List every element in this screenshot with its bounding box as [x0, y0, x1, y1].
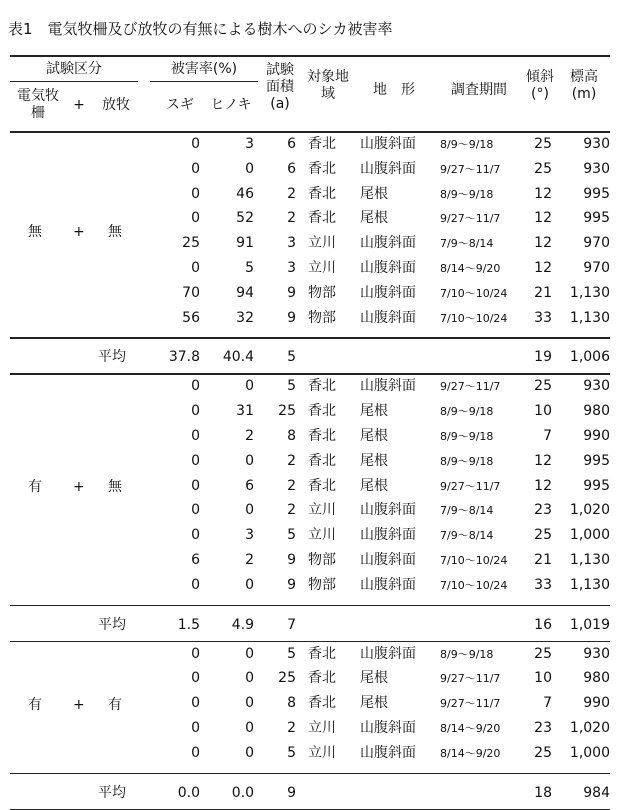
cell-area: 9: [287, 284, 296, 301]
cell-sugi: 0: [191, 744, 200, 761]
cell-elevation: 930: [583, 136, 610, 152]
cell-period: 7/9〜8/14: [440, 504, 494, 518]
cell-elevation: 970: [583, 260, 610, 276]
cell-sugi: 0: [191, 378, 200, 395]
cell-region: 香北: [308, 452, 336, 469]
cell-hinoki: 0: [245, 160, 254, 177]
cell-slope: 12: [534, 452, 552, 469]
cell-region: 立川: [308, 502, 336, 519]
cell-region: 立川: [308, 744, 336, 761]
header-test-category: 試験区分: [46, 61, 102, 77]
cell-slope: 33: [534, 309, 552, 326]
cell-period: 8/9〜9/18: [440, 138, 494, 151]
avg-slope: 18: [534, 784, 552, 801]
cell-terrain: 山腹斜面: [360, 309, 416, 326]
cell-area: 2: [287, 720, 296, 736]
cell-elevation: 930: [583, 160, 610, 177]
cell-area: 2: [287, 477, 296, 494]
group-grazing-label: 無: [108, 479, 122, 495]
avg-elevation: 984: [583, 784, 610, 801]
cell-period: 7/10〜10/24: [440, 554, 508, 567]
cell-region: 立川: [308, 527, 336, 544]
cell-elevation: 1,130: [569, 309, 610, 326]
cell-hinoki: 0: [245, 720, 254, 736]
average-label: 平均: [98, 616, 126, 633]
cell-slope: 21: [534, 552, 552, 568]
cell-region: 立川: [308, 720, 336, 736]
cell-hinoki: 52: [236, 210, 254, 227]
cell-terrain: 尾根: [360, 670, 388, 687]
header-grazing: 放牧: [102, 97, 130, 113]
cell-terrain: 尾根: [360, 185, 388, 202]
group-fence-label: 有: [28, 696, 42, 713]
cell-area: 9: [287, 576, 296, 593]
cell-area: 3: [287, 260, 296, 276]
cell-period: 7/9〜8/14: [440, 529, 494, 543]
cell-period: 8/9〜9/18: [440, 454, 494, 468]
cell-elevation: 995: [583, 452, 610, 469]
cell-region: 物部: [308, 552, 336, 568]
cell-hinoki: 2: [245, 428, 254, 444]
cell-hinoki: 0: [245, 502, 254, 519]
avg-slope: 16: [534, 616, 552, 633]
cell-hinoki: 0: [245, 452, 254, 469]
cell-hinoki: 6: [245, 477, 254, 494]
avg-slope: 19: [534, 349, 552, 366]
cell-elevation: 995: [583, 210, 610, 227]
cell-sugi: 0: [191, 160, 200, 177]
avg-sugi: 1.5: [177, 616, 200, 633]
cell-region: 香北: [308, 428, 336, 444]
group-grazing-label: 有: [108, 696, 122, 713]
cell-sugi: 0: [191, 136, 200, 152]
cell-period: 9/27〜11/7: [440, 479, 501, 493]
group-plus-label: +: [73, 224, 85, 241]
cell-period: 8/9〜9/18: [440, 430, 494, 443]
cell-elevation: 1,020: [569, 502, 610, 519]
category-underline: [10, 81, 138, 82]
cell-area: 9: [287, 309, 296, 326]
cell-terrain: 尾根: [360, 477, 388, 494]
cell-elevation: 1,000: [569, 527, 610, 544]
cell-period: 8/14〜9/20: [440, 746, 501, 760]
cell-elevation: 1,000: [569, 744, 610, 761]
cell-period: 7/9〜8/14: [440, 237, 494, 251]
cell-area: 8: [287, 695, 296, 712]
cell-period: 8/9〜9/18: [440, 647, 494, 661]
header-bottom-rule: [10, 131, 610, 133]
cell-slope: 7: [543, 695, 552, 712]
cell-region: 立川: [308, 260, 336, 276]
cell-slope: 23: [534, 720, 552, 736]
cell-elevation: 995: [583, 185, 610, 202]
cell-hinoki: 0: [245, 378, 254, 395]
cell-area: 5: [287, 378, 296, 395]
cell-hinoki: 0: [245, 670, 254, 687]
cell-hinoki: 0: [245, 695, 254, 712]
group-separator-rule: [10, 337, 610, 339]
cell-sugi: 25: [182, 235, 200, 252]
top-rule: [10, 55, 610, 57]
average-bottom-rule: [10, 373, 610, 375]
cell-sugi: 0: [191, 720, 200, 736]
cell-area: 2: [287, 185, 296, 202]
cell-area: 5: [287, 527, 296, 544]
group-separator-rule: [10, 773, 610, 775]
cell-area: 8: [287, 428, 296, 444]
cell-region: 香北: [308, 695, 336, 712]
avg-sugi: 37.8: [168, 349, 200, 366]
table-caption: 表1 電気牧柵及び放牧の有無による樹木へのシカ被害率: [8, 20, 393, 38]
cell-elevation: 990: [583, 428, 610, 444]
cell-terrain: 山腹斜面: [360, 136, 416, 152]
cell-slope: 12: [534, 477, 552, 494]
cell-area: 2: [287, 452, 296, 469]
cell-hinoki: 2: [245, 552, 254, 568]
cell-period: 9/27〜11/7: [440, 212, 501, 226]
cell-region: 立川: [308, 235, 336, 252]
cell-region: 香北: [308, 477, 336, 494]
cell-hinoki: 31: [236, 403, 254, 420]
cell-sugi: 0: [191, 260, 200, 276]
header-electric-fence: 電気牧 柵: [17, 88, 59, 121]
cell-terrain: 山腹斜面: [360, 645, 416, 662]
avg-elevation: 1,019: [569, 616, 610, 633]
cell-slope: 10: [534, 670, 552, 687]
cell-slope: 12: [534, 185, 552, 202]
cell-region: 物部: [308, 284, 336, 301]
group-separator-rule: [10, 605, 610, 607]
cell-region: 香北: [308, 210, 336, 227]
cell-sugi: 0: [191, 576, 200, 593]
avg-elevation: 1,006: [569, 349, 610, 366]
cell-terrain: 山腹斜面: [360, 502, 416, 519]
cell-elevation: 930: [583, 378, 610, 395]
cell-region: 香北: [308, 645, 336, 662]
cell-elevation: 1,130: [569, 552, 610, 568]
header-damage-rate: 被害率(%): [170, 61, 238, 77]
cell-slope: 12: [534, 210, 552, 227]
damage-underline: [150, 81, 258, 82]
cell-period: 9/27〜11/7: [440, 672, 501, 686]
avg-hinoki: 4.9: [231, 616, 254, 633]
avg-area: 7: [287, 616, 296, 633]
cell-region: 香北: [308, 403, 336, 420]
header-plus: +: [73, 97, 85, 113]
header-target-area: 対象地 域: [307, 69, 349, 102]
average-bottom-rule: [10, 641, 610, 643]
cell-hinoki: 94: [236, 284, 254, 301]
cell-terrain: 山腹斜面: [360, 378, 416, 395]
cell-hinoki: 0: [245, 576, 254, 593]
cell-sugi: 0: [191, 645, 200, 662]
cell-slope: 7: [543, 428, 552, 444]
avg-sugi: 0.0: [177, 784, 200, 801]
cell-hinoki: 32: [236, 309, 254, 326]
header-area: 試験 面積 (a): [266, 62, 294, 112]
cell-sugi: 0: [191, 695, 200, 712]
cell-area: 5: [287, 645, 296, 662]
cell-slope: 12: [534, 260, 552, 276]
cell-elevation: 930: [583, 645, 610, 662]
group-grazing-label: 無: [108, 224, 122, 241]
cell-period: 7/10〜10/24: [440, 311, 508, 325]
cell-period: 8/9〜9/18: [440, 187, 494, 201]
cell-hinoki: 3: [245, 527, 254, 544]
cell-sugi: 0: [191, 403, 200, 420]
cell-slope: 25: [534, 645, 552, 662]
cell-elevation: 990: [583, 695, 610, 712]
cell-area: 5: [287, 744, 296, 761]
average-label: 平均: [98, 349, 126, 366]
header-survey-period: 調査期間: [451, 82, 507, 98]
cell-hinoki: 5: [245, 260, 254, 276]
cell-sugi: 0: [191, 527, 200, 544]
cell-region: 香北: [308, 160, 336, 177]
group-fence-label: 有: [28, 479, 42, 495]
cell-elevation: 1,130: [569, 576, 610, 593]
cell-period: 7/10〜10/24: [440, 286, 508, 300]
cell-area: 3: [287, 235, 296, 252]
cell-hinoki: 46: [236, 185, 254, 202]
header-elevation: 標高 (m): [570, 69, 598, 102]
cell-terrain: 山腹斜面: [360, 744, 416, 761]
cell-slope: 23: [534, 502, 552, 519]
cell-slope: 25: [534, 136, 552, 152]
cell-area: 6: [287, 160, 296, 177]
avg-area: 9: [287, 784, 296, 801]
avg-area: 5: [287, 349, 296, 366]
cell-hinoki: 91: [236, 235, 254, 252]
cell-elevation: 980: [583, 670, 610, 687]
cell-terrain: 尾根: [360, 695, 388, 712]
header-slope: 傾斜 (°): [526, 69, 554, 102]
cell-hinoki: 3: [245, 136, 254, 152]
cell-slope: 25: [534, 160, 552, 177]
header-terrain: 地 形: [373, 82, 415, 98]
cell-sugi: 0: [191, 210, 200, 227]
cell-terrain: 尾根: [360, 210, 388, 227]
cell-elevation: 995: [583, 477, 610, 494]
cell-sugi: 6: [191, 552, 200, 568]
cell-hinoki: 0: [245, 744, 254, 761]
cell-terrain: 山腹斜面: [360, 235, 416, 252]
cell-terrain: 山腹斜面: [360, 552, 416, 568]
cell-period: 9/27〜11/7: [440, 697, 501, 711]
cell-elevation: 980: [583, 403, 610, 420]
cell-period: 8/9〜9/18: [440, 405, 494, 419]
cell-sugi: 0: [191, 502, 200, 519]
cell-terrain: 山腹斜面: [360, 720, 416, 736]
cell-region: 香北: [308, 378, 336, 395]
cell-elevation: 970: [583, 235, 610, 252]
header-sugi: スギ: [166, 97, 194, 113]
cell-region: 香北: [308, 670, 336, 687]
cell-period: 7/10〜10/24: [440, 578, 508, 592]
cell-sugi: 0: [191, 670, 200, 687]
cell-terrain: 尾根: [360, 452, 388, 469]
cell-sugi: 0: [191, 428, 200, 444]
cell-elevation: 1,020: [569, 720, 610, 736]
group-fence-label: 無: [28, 224, 42, 241]
avg-hinoki: 0.0: [231, 784, 254, 801]
group-plus-label: +: [73, 696, 85, 713]
cell-period: 9/27〜11/7: [440, 380, 501, 394]
cell-period: 8/14〜9/20: [440, 722, 501, 735]
cell-slope: 10: [534, 403, 552, 420]
cell-area: 6: [287, 136, 296, 152]
cell-region: 物部: [308, 576, 336, 593]
cell-sugi: 70: [182, 284, 200, 301]
cell-slope: 33: [534, 576, 552, 593]
cell-area: 25: [278, 403, 296, 420]
cell-sugi: 0: [191, 452, 200, 469]
cell-slope: 21: [534, 284, 552, 301]
cell-region: 香北: [308, 136, 336, 152]
cell-region: 物部: [308, 309, 336, 326]
cell-hinoki: 0: [245, 645, 254, 662]
cell-terrain: 山腹斜面: [360, 284, 416, 301]
cell-sugi: 0: [191, 477, 200, 494]
cell-elevation: 1,130: [569, 284, 610, 301]
cell-period: 8/14〜9/20: [440, 262, 501, 275]
cell-area: 9: [287, 552, 296, 568]
cell-area: 2: [287, 502, 296, 519]
group-plus-label: +: [73, 479, 85, 495]
cell-terrain: 山腹斜面: [360, 160, 416, 177]
cell-sugi: 56: [182, 309, 200, 326]
header-hinoki: ヒノキ: [210, 97, 252, 113]
cell-slope: 25: [534, 744, 552, 761]
cell-terrain: 尾根: [360, 403, 388, 420]
cell-sugi: 0: [191, 185, 200, 202]
cell-terrain: 山腹斜面: [360, 576, 416, 593]
average-label: 平均: [98, 784, 126, 801]
cell-area: 25: [278, 670, 296, 687]
cell-terrain: 山腹斜面: [360, 260, 416, 276]
cell-slope: 25: [534, 378, 552, 395]
cell-slope: 12: [534, 235, 552, 252]
cell-area: 2: [287, 210, 296, 227]
cell-region: 香北: [308, 185, 336, 202]
cell-terrain: 尾根: [360, 428, 388, 444]
cell-period: 9/27〜11/7: [440, 162, 501, 176]
avg-hinoki: 40.4: [222, 349, 254, 366]
cell-terrain: 山腹斜面: [360, 527, 416, 544]
cell-slope: 25: [534, 527, 552, 544]
